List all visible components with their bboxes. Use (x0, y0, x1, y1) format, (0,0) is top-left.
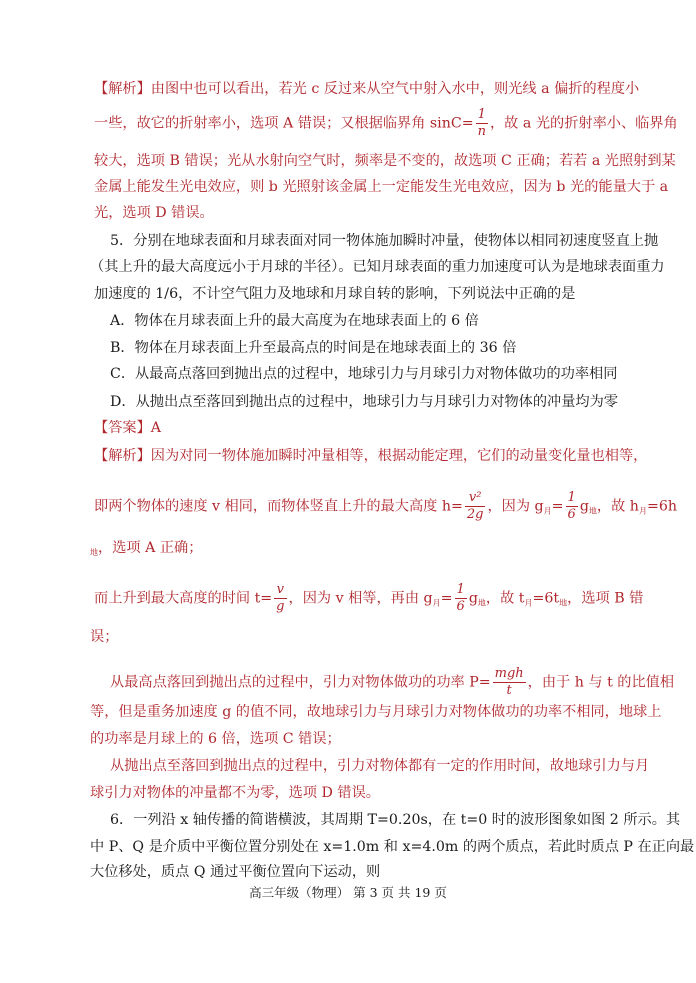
analysis-line-5: 光，选项 D 错误。 (94, 205, 214, 221)
analysis-5-line-9: 从抛出点至落回到抛出点的过程中，引力对物体都有一定的作用时间，故地球引力与月 (110, 758, 650, 774)
analysis-5-line-8: 的功率是月球上的 6 倍，选项 C 错误； (90, 731, 341, 747)
analysis-5-line-5: 误； (90, 629, 119, 645)
question-6-line-1: 6．一列沿 x 轴传播的简谐横波，其周期 T=0.20s，在 t=0 时的波形图象如图 2 所示。其 (110, 812, 681, 828)
fraction-v-over-g: $\frac{v}{g}$ (276, 582, 285, 614)
page-footer: 高三年级（物理） 第 3 页 共 19 页 (249, 885, 447, 900)
analysis-5-line-6: 从最高点落回到抛出点的过程中，引力对物体做功的功率 P= $\frac{\text{mgh}}{t}$ ，由于 h 与 t 的比值相 (110, 666, 675, 698)
analysis-line-1: 【解析】由图中也可以看出，若光 c 反过来从空气中射入水中，则光线 a 偏折的程度小 (94, 81, 640, 97)
fraction-v2-over-2g: $\frac{\text{v²}}{2g}$ (466, 490, 484, 522)
question-5-answer: 【答案】A (94, 420, 161, 436)
analysis-line-2: 一些，故它的折射率小，选项 A 错误；又根据临界角 sinC= $\frac{1}{n}$ ，故 a 光的折射率小、临界角 (94, 107, 678, 139)
fraction-1-over-n: $\frac{1}{n}$ (477, 107, 486, 139)
analysis-5-line-7: 等，但是重务加速度 g 的值不同，故地球引力与月球引力对物体做功的功率不相同，地球上 (90, 704, 662, 720)
analysis-tag: 【解析】 (94, 81, 151, 97)
question-5-option-a: A．物体在月球表面上升的最大高度为在地球表面上的 6 倍 (110, 313, 479, 329)
analysis-5-line-2: 即两个物体的速度 v 相同，而物体竖直上升的最大高度 h= $\frac{\text{v²}}{2g}$ ，因为 $g_月=$ $\frac{1}{6}$ $g_地$，故 $h_月=6h$ (94, 490, 677, 522)
question-6-line-2: 中 P、Q 是介质中平衡位置分别处在 x=1.0m 和 x=4.0m 的两个质点，若此时质点 P 在正向最 (90, 839, 695, 855)
fraction-1-over-6: $\frac{1}{6}$ (567, 490, 576, 522)
question-5-line-1: 5．分别在地球表面和月球表面对同一物体施加瞬时冲量，使物体以相同初速度竖直上抛 (110, 233, 659, 249)
analysis-line-3: 较大，选项 B 错误；光从水射向空气时，频率是不变的，故选项 C 正确；若若 a 光照射到某 (94, 153, 676, 169)
question-5-line-3: 加速度的 1/6，不计空气阻力及地球和月球自转的影响，下列说法中正确的是 (94, 286, 576, 302)
question-5-option-c: C．从最高点落回到抛出点的过程中，地球引力与月球引力对物体做功的功率相同 (110, 366, 618, 382)
analysis-5-line-1: 【解析】因为对同一物体施加瞬时冲量相等，根据动能定理，它们的动量变化量也相等， (94, 448, 648, 464)
question-5-option-d: D．从抛出点至落回到抛出点的过程中，地球引力与月球引力对物体的冲量均为零 (110, 394, 618, 410)
fraction-mgh-over-t: $\frac{\text{mgh}}{t}$ (494, 666, 524, 698)
fraction-1-over-6-b: $\frac{1}{6}$ (456, 582, 465, 614)
analysis-5-line-10: 球引力对物体的冲量都不为零，选项 D 错误。 (90, 785, 380, 801)
analysis-5-line-3: $_地$，选项 A 正确； (90, 540, 203, 557)
question-5-option-b: B．物体在月球表面上升至最高点的时间是在地球表面上的 36 倍 (110, 340, 517, 356)
analysis-5-line-4: 而上升到最大高度的时间 t= $\frac{v}{g}$ ，因为 v 相等，再由 $g_月=$ $\frac{1}{6}$ $g_地$，故 $t_月=6t_地$，选项 B 错 (94, 582, 644, 614)
question-6-line-3: 大位移处，质点 Q 通过平衡位置向下运动，则 (90, 864, 381, 880)
question-5-line-2: （其上升的最大高度远小于月球的半径）。已知月球表面的重力加速度可认为是地球表面重力 (90, 259, 665, 275)
analysis-line-4: 金属上能发生光电效应，则 b 光照射该金属上一定能发生光电效应，因为 b 光的能量大于 a (94, 179, 669, 195)
